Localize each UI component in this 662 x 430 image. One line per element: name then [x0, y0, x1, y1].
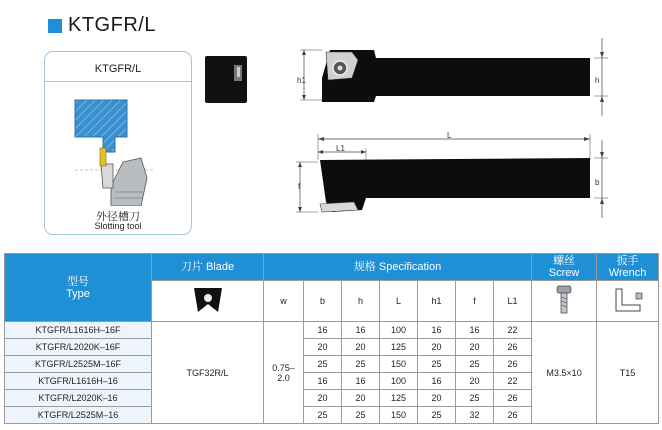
L-cell: 100	[380, 373, 418, 390]
h-cell: 16	[342, 373, 380, 390]
L1-cell: 22	[494, 373, 532, 390]
h1-cell: 25	[418, 356, 456, 373]
model-cell: KTGFR/L2020K–16	[5, 390, 152, 407]
panel-tool-name: KTGFR/L	[94, 63, 142, 75]
specification-table	[4, 253, 659, 424]
dim-f-label: f	[298, 182, 301, 191]
w-value-line1: 0.75–	[272, 362, 295, 373]
h-cell: 25	[342, 407, 380, 424]
h1-cell: 20	[418, 390, 456, 407]
model-cell: KTGFR/L1616H–16	[5, 373, 152, 390]
slotting-diagram	[45, 82, 191, 206]
panel-caption-cn: 外径槽刀	[96, 210, 140, 223]
h1-cell: 20	[418, 339, 456, 356]
b-cell: 25	[304, 407, 342, 424]
h-cell: 16	[342, 322, 380, 339]
page-header	[48, 14, 156, 37]
col-header-b: b	[304, 281, 342, 322]
L1-cell: 26	[494, 356, 532, 373]
f-cell: 20	[456, 339, 494, 356]
dim-h1-label: h1	[297, 76, 306, 85]
wrench-header-cell	[597, 254, 659, 281]
wrench-value-cell: T15	[597, 322, 659, 424]
wrench-header-en: Wrench	[608, 267, 647, 279]
model-cell: KTGFR/L2020K–16F	[5, 339, 152, 356]
b-cell: 16	[304, 322, 342, 339]
dim-b-label: b	[595, 178, 600, 187]
spec-header-cell: 规格 Specification	[264, 254, 532, 281]
L-cell: 150	[380, 356, 418, 373]
f-cell: 16	[456, 322, 494, 339]
dim-L-label: L	[447, 131, 452, 140]
L1-cell: 22	[494, 322, 532, 339]
panel-caption-en: Slotting tool	[94, 221, 142, 231]
b-cell: 20	[304, 339, 342, 356]
blade-model-cell: TGF32R/L	[152, 322, 264, 424]
w-value-line2: 2.0	[277, 372, 290, 383]
holder-side-view	[292, 38, 610, 118]
tool-illustration-panel	[44, 51, 192, 235]
L-cell: 125	[380, 390, 418, 407]
page-title: KTGFR/L	[68, 14, 156, 36]
title-marker	[48, 19, 62, 33]
blade-insert-icon	[188, 282, 228, 318]
model-cell: KTGFR/L2525M–16	[5, 407, 152, 424]
wrench-header-cn: 扳手	[616, 255, 639, 267]
L1-cell: 26	[494, 339, 532, 356]
type-header-cn: 型号	[67, 275, 89, 288]
wrench-icon	[610, 283, 646, 317]
f-cell: 32	[456, 407, 494, 424]
b-cell: 25	[304, 356, 342, 373]
dim-h-label: h	[595, 76, 600, 85]
w-value-cell	[264, 322, 304, 424]
h-cell: 25	[342, 356, 380, 373]
col-header-L: L	[380, 281, 418, 322]
table-row	[5, 322, 659, 339]
col-header-h: h	[342, 281, 380, 322]
table-header-row	[5, 254, 659, 281]
b-cell: 20	[304, 390, 342, 407]
col-header-f: f	[456, 281, 494, 322]
h-cell: 20	[342, 339, 380, 356]
screw-image-cell	[532, 281, 597, 322]
model-cell: KTGFR/L1616H–16F	[5, 322, 152, 339]
h-cell: 20	[342, 390, 380, 407]
blade-image-cell	[152, 281, 264, 322]
type-header-en: Type	[66, 287, 90, 300]
screw-header-cn: 螺丝	[553, 255, 576, 267]
h1-cell: 16	[418, 322, 456, 339]
L1-cell: 26	[494, 390, 532, 407]
h1-cell: 25	[418, 407, 456, 424]
blade-header-cell: 刀片 Blade	[152, 254, 264, 281]
h1-cell: 16	[418, 373, 456, 390]
screw-icon	[549, 283, 579, 317]
dim-L1-label: L1	[336, 144, 345, 153]
L-cell: 150	[380, 407, 418, 424]
f-cell: 25	[456, 390, 494, 407]
wrench-image-cell	[597, 281, 659, 322]
f-cell: 20	[456, 373, 494, 390]
col-header-h1: h1	[418, 281, 456, 322]
f-cell: 25	[456, 356, 494, 373]
type-header-cell	[5, 254, 152, 322]
col-header-L1: L1	[494, 281, 532, 322]
L-cell: 125	[380, 339, 418, 356]
col-header-w: w	[264, 281, 304, 322]
screw-header-cell	[532, 254, 597, 281]
screw-header-en: Screw	[548, 267, 580, 279]
b-cell: 16	[304, 373, 342, 390]
screw-value-cell: M3.5×10	[532, 322, 597, 424]
top-view-drawing	[204, 55, 250, 105]
L1-cell: 26	[494, 407, 532, 424]
model-cell: KTGFR/L2525M–16F	[5, 356, 152, 373]
L-cell: 100	[380, 322, 418, 339]
